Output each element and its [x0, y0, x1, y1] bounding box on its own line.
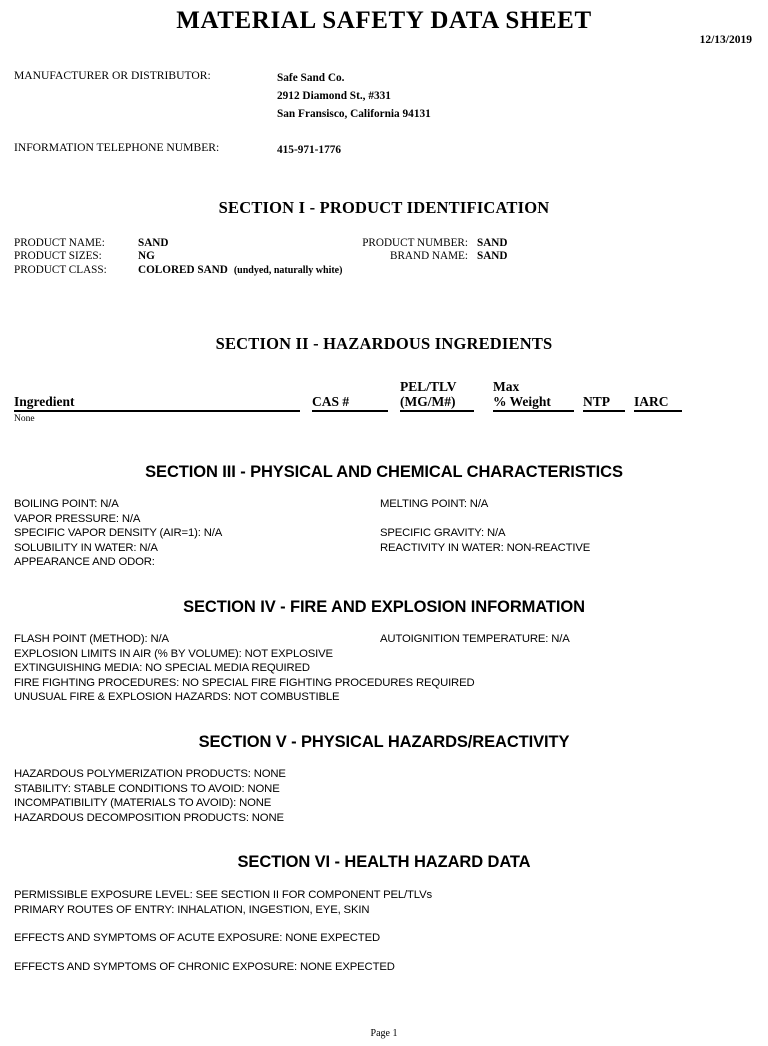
product-sizes-label: PRODUCT SIZES:	[14, 250, 102, 263]
product-number-row	[355, 233, 535, 249]
brand-name-row	[355, 246, 535, 263]
column-header-pel-tlv	[400, 380, 474, 412]
column-header-cas	[312, 395, 388, 413]
section-5-body	[0, 767, 768, 827]
section-2-heading: SECTION II - HAZARDOUS INGREDIENTS	[215, 334, 553, 353]
column-header-max-weight-line2: % Weight	[493, 393, 551, 409]
manufacturer-name: Safe Sand Co.	[277, 72, 345, 84]
section-6-heading: SECTION VI - HEALTH HAZARD DATA	[237, 853, 531, 871]
hazardous-polymerization-line: HAZARDOUS POLYMERIZATION PRODUCTS: NONE	[14, 768, 286, 780]
product-number-value: SAND	[477, 237, 508, 249]
vapor-pressure-line: VAPOR PRESSURE: N/A	[14, 512, 141, 525]
brand-name-value: SAND	[477, 250, 508, 263]
page-title: MATERIAL SAFETY DATA SHEET	[176, 7, 592, 34]
incompatibility-line: INCOMPATIBILITY (MATERIALS TO AVOID): NONE	[14, 797, 272, 810]
acute-exposure-line: EFFECTS AND SYMPTOMS OF ACUTE EXPOSURE: NONE EXPECTED	[14, 932, 380, 945]
vapor-density-line: SPECIFIC VAPOR DENSITY (AIR=1): N/A	[14, 527, 223, 540]
spacer	[14, 123, 754, 140]
appearance-odor-line: APPEARANCE AND ODOR:	[14, 556, 155, 569]
section-6-body	[0, 888, 768, 978]
column-header-max-weight-line1: Max	[493, 379, 520, 394]
brand-name-label: BRAND NAME:	[389, 250, 468, 263]
autoignition-line: AUTOIGNITION TEMPERATURE: N/A	[380, 633, 570, 645]
manufacturer-block	[14, 68, 754, 158]
primary-routes-line: PRIMARY ROUTES OF ENTRY: INHALATION, INGESTION, EYE, SKIN	[14, 903, 370, 916]
column-header-ingredient	[14, 395, 300, 413]
melting-point-line: MELTING POINT: N/A	[380, 498, 489, 510]
column-header-ntp	[583, 395, 625, 413]
section-3-body	[0, 497, 768, 572]
section-4-body	[0, 632, 768, 707]
fire-fighting-line: FIRE FIGHTING PROCEDURES: NO SPECIAL FIRE FIGHTING PROCEDURES REQUIRED	[14, 676, 475, 689]
product-number-label: PRODUCT NUMBER:	[362, 237, 468, 249]
chronic-exposure-line: EFFECTS AND SYMPTOMS OF CHRONIC EXPOSURE: NONE EXPECTED	[14, 960, 395, 973]
section-1-right-column	[355, 233, 535, 263]
product-name-value: SAND	[138, 237, 169, 249]
product-class-value: COLORED SAND	[138, 263, 228, 276]
telephone-label: INFORMATION TELEPHONE NUMBER:	[14, 140, 220, 154]
section-4-heading: SECTION IV - FIRE AND EXPLOSION INFORMATION	[183, 598, 585, 616]
boiling-point-line: BOILING POINT: N/A	[14, 498, 119, 510]
product-class-note: (undyed, naturally white)	[233, 264, 343, 276]
product-class-label: PRODUCT CLASS:	[14, 263, 107, 276]
specific-gravity-line: SPECIFIC GRAVITY: N/A	[380, 527, 506, 540]
column-header-iarc	[634, 395, 682, 413]
reactivity-water-line: REACTIVITY IN WATER: NON-REACTIVE	[380, 541, 591, 554]
explosion-limits-line: EXPLOSION LIMITS IN AIR (% BY VOLUME): NOT EXPLOSIVE	[14, 647, 333, 660]
product-class-row	[14, 260, 343, 276]
product-sizes-row	[14, 246, 342, 263]
column-header-max-weight	[493, 380, 574, 412]
section-1-heading: SECTION I - PRODUCT IDENTIFICATION	[218, 198, 550, 217]
permissible-exposure-line: PERMISSIBLE EXPOSURE LEVEL: SEE SECTION II FOR COMPONENT PEL/TLVs	[14, 889, 432, 901]
manufacturer-address	[277, 68, 431, 123]
page-footer: Page 1	[370, 1028, 398, 1039]
flash-point-line: FLASH POINT (METHOD): N/A	[14, 633, 169, 645]
product-name-row	[14, 233, 342, 249]
section-5-heading: SECTION V - PHYSICAL HAZARDS/REACTIVITY	[198, 733, 570, 751]
hazardous-decomposition-line: HAZARDOUS DECOMPOSITION PRODUCTS: NONE	[14, 811, 284, 824]
column-header-ingredient-label: Ingredient	[14, 393, 75, 409]
column-header-iarc-label: IARC	[634, 393, 669, 409]
column-header-pel-tlv-line2: (MG/M#)	[400, 393, 456, 409]
document-date: 12/13/2019	[699, 34, 752, 46]
ingredient-cell: None	[14, 414, 35, 424]
section-1-left-column	[14, 233, 343, 276]
column-header-pel-tlv-line1: PEL/TLV	[400, 379, 457, 394]
unusual-hazards-line: UNUSUAL FIRE & EXPLOSION HAZARDS: NOT COMBUSTIBLE	[14, 691, 340, 704]
solubility-line: SOLUBILITY IN WATER: N/A	[14, 541, 158, 554]
telephone-value: 415-971-1776	[277, 143, 342, 156]
manufacturer-row	[14, 68, 754, 123]
telephone-row	[14, 140, 754, 158]
product-name-label: PRODUCT NAME:	[14, 237, 105, 249]
product-sizes-value: NG	[138, 250, 155, 263]
manufacturer-label: MANUFACTURER OR DISTRIBUTOR:	[14, 69, 211, 82]
section-1-body	[0, 233, 768, 289]
section-3-heading: SECTION III - PHYSICAL AND CHEMICAL CHARACTERISTICS	[145, 463, 623, 481]
extinguishing-media-line: EXTINGUISHING MEDIA: NO SPECIAL MEDIA REQUIRED	[14, 662, 310, 675]
table-header-row	[14, 372, 754, 412]
stability-line: STABILITY: STABLE CONDITIONS TO AVOID: NONE	[14, 782, 280, 795]
column-header-cas-label: CAS #	[312, 393, 350, 409]
table-row	[14, 414, 35, 425]
hazardous-ingredients-table	[14, 372, 754, 412]
manufacturer-city: San Fransisco, California 94131	[277, 108, 431, 121]
manufacturer-street: 2912 Diamond St., #331	[277, 90, 391, 103]
column-header-ntp-label: NTP	[583, 393, 610, 409]
